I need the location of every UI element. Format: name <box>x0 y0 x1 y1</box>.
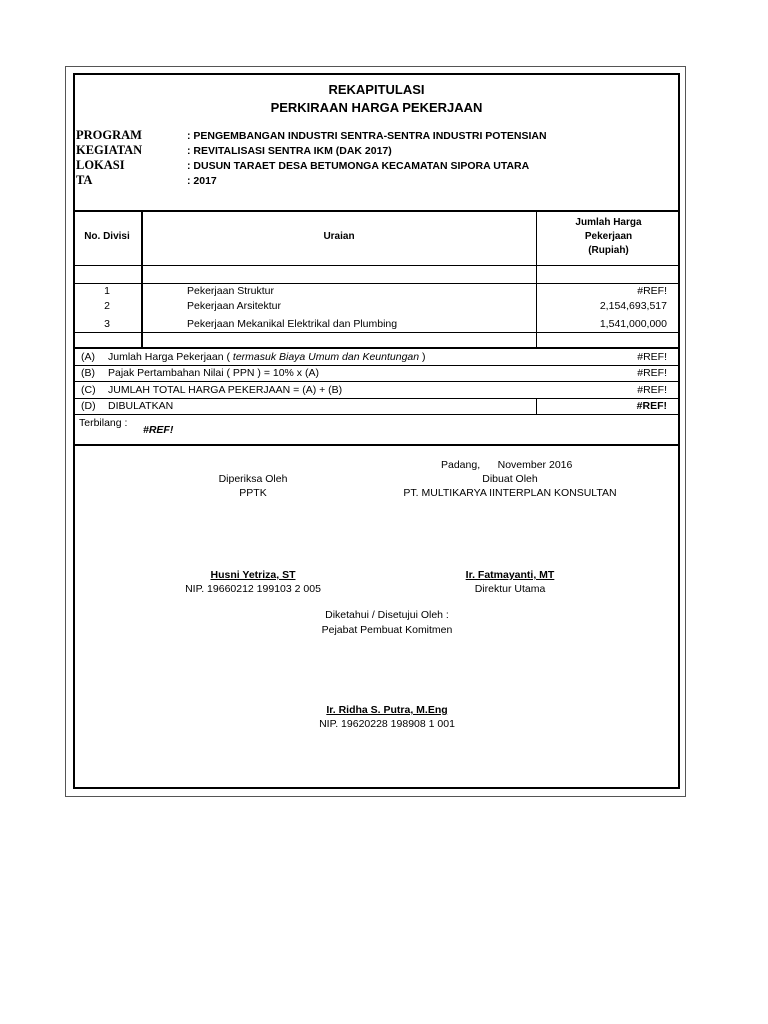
left-signer-nip: NIP. 19660212 199103 2 005 <box>185 583 321 595</box>
center-signer-nip: NIP. 19620228 198908 1 001 <box>319 718 455 730</box>
summary-a-code: (A) <box>81 351 95 363</box>
info-key-ta: TA <box>76 173 93 187</box>
summary-a-value: #REF! <box>637 351 667 363</box>
terbilang-label: Terbilang : <box>79 417 128 429</box>
summary-c-code: (C) <box>81 384 96 396</box>
doc-subtitle: PERKIRAAN HARGA PEKERJAAN <box>270 100 483 115</box>
info-value-ta: : 2017 <box>187 175 217 187</box>
center-role: Diketahui / Disetujui Oleh : <box>325 609 449 621</box>
left-role-title: PPTK <box>239 487 267 499</box>
info-value-lokasi: : DUSUN TARAET DESA BETUMONGA KECAMATAN SIPORA UTARA <box>187 160 530 172</box>
summary-a-italic: termasuk Biaya Umum dan Keuntungan <box>229 351 420 363</box>
terbilang-value: #REF! <box>143 424 174 436</box>
header-jumlah-line3: (Rupiah) <box>588 245 629 256</box>
row-3-uraian: Pekerjaan Mekanikal Elektrikal dan Plumbing <box>187 318 398 330</box>
info-value-program: : PENGEMBANGAN INDUSTRI SENTRA-SENTRA INDUSTRI POTENSIAN <box>187 130 547 142</box>
table-row-divider <box>73 332 680 333</box>
right-signer-title: Direktur Utama <box>474 583 546 595</box>
table-row-divider <box>73 283 680 284</box>
info-key-lokasi: LOKASI <box>76 158 125 172</box>
summary-divider <box>73 398 680 399</box>
left-role: Diperiksa Oleh <box>218 473 288 485</box>
header-jumlah-line2: Pekerjaan <box>584 231 633 242</box>
table-top-border <box>73 210 680 212</box>
summary-c-value: #REF! <box>637 384 667 396</box>
summary-b-value: #REF! <box>637 367 667 379</box>
table-body-bottom <box>73 347 680 349</box>
header-uraian: Uraian <box>323 231 355 242</box>
row-1-jumlah: #REF! <box>637 285 667 297</box>
summary-d-value: #REF! <box>636 400 667 412</box>
table-header-bottom <box>73 265 680 266</box>
right-signer-name: Ir. Fatmayanti, MT <box>465 569 555 581</box>
summary-divider <box>73 365 680 366</box>
info-key-kegiatan: KEGIATAN <box>76 143 143 157</box>
left-signer-name: Husni Yetriza, ST <box>210 569 296 581</box>
right-role: Dibuat Oleh <box>482 473 538 485</box>
header-no-divisi: No. Divisi <box>84 231 130 242</box>
row-3-no: 3 <box>104 318 110 330</box>
info-value-kegiatan: : REVITALISASI SENTRA IKM (DAK 2017) <box>187 145 392 157</box>
summary-c-text: JUMLAH TOTAL HARGA PEKERJAAN = (A) + (B) <box>108 384 343 396</box>
terbilang-bottom <box>73 444 680 446</box>
center-role-title: Pejabat Pembuat Komitmen <box>321 624 453 636</box>
center-signer-name: Ir. Ridha S. Putra, M.Eng <box>326 704 448 716</box>
summary-divider <box>73 414 680 415</box>
row-1-uraian: Pekerjaan Struktur <box>187 285 274 297</box>
summary-d-code: (D) <box>81 400 96 412</box>
doc-title: REKAPITULASI <box>328 82 425 97</box>
header-jumlah-line1: Jumlah Harga <box>575 217 642 228</box>
summary-b-text: Pajak Pertambahan Nilai ( PPN ) = 10% x (A) <box>108 367 319 379</box>
summary-a-text: Jumlah Harga Pekerjaan ( termasuk Biaya Umum dan Keuntungan ) <box>108 351 426 363</box>
summary-divider <box>73 381 680 382</box>
summary-d-text: DIBULATKAN <box>108 400 174 412</box>
place-date: Padang, November 2016 <box>441 459 573 471</box>
row-3-jumlah: 1,541,000,000 <box>599 318 667 330</box>
summary-b-code: (B) <box>81 367 95 379</box>
info-key-program: PROGRAM <box>76 128 142 142</box>
row-1-no: 1 <box>104 285 110 297</box>
right-company: PT. MULTIKARYA IINTERPLAN KONSULTAN <box>403 487 617 499</box>
row-2-jumlah: 2,154,693,517 <box>599 300 667 312</box>
row-2-uraian: Pekerjaan Arsitektur <box>187 300 281 312</box>
row-2-no: 2 <box>104 300 110 312</box>
